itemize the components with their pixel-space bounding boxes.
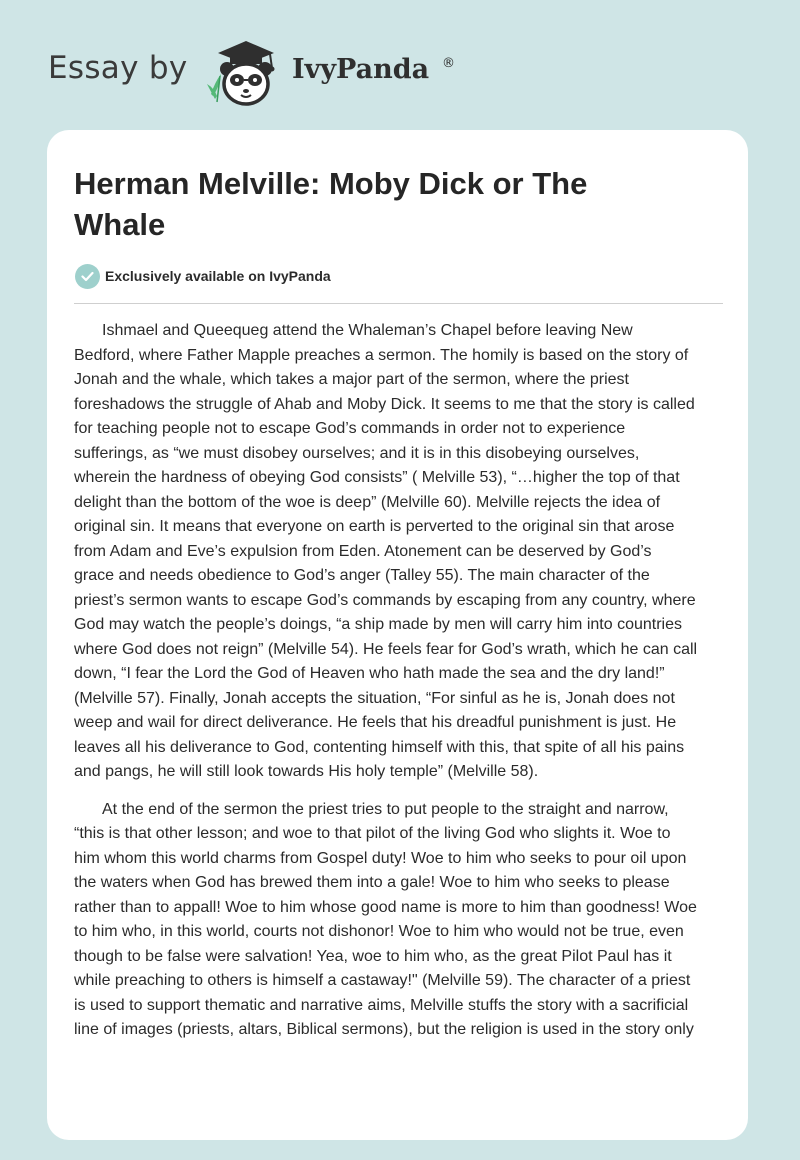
registered-mark: ® (442, 56, 455, 71)
exclusive-badge (75, 263, 331, 289)
divider (74, 303, 723, 304)
paragraph: Ishmael and Queequeg attend the Whaleman’s Chapel before leaving New Bedford, where Father Mapple preaches a sermon. The homily is based on the story of Jonah and the whale, which takes a major part of the sermon, where the priest foreshadows the struggle of Ahab and Moby Dick. It seems to me that the story is called for teaching people not to escape God’s commands in order not to experience sufferings, as “we must disobey ourselves; and it is in this disobeying ourselves, wherein the hardness of obeying God consists” ( Melville 53), “…higher the top of that delight than the bottom of the woe is deep” (Melville 60). Melville rejects the idea of original sin. It means that everyone on earth is perverted to the original sin that arose from Adam and Eve’s expulsion from Eden. Atonement can be deserved by God’s grace and needs obedience to God’s anger (Talley 55). The main character of the priest’s sermon wants to escape God’s commands by escaping from any country, where God may watch the people’s doings, “a ship made by men will carry him into countries where God does not reign” (Melville 54). He feels fear for God’s wrath, which he can call down, “I fear the Lord the God of Heaven who hath made the sea and the dry land!” (Melville 57). Finally, Jonah accepts the situation, “For sinful as he is, Jonah does not weep and wail for direct deliverance. He feels that his dreadful punishment is just. He leaves all his deliverance to God, contenting himself with this, that spite of all his pains and pangs, he will still look towards His holy temple” (Melville 58). (74, 322, 698, 780)
essay-card (47, 130, 748, 1140)
site-header (0, 0, 800, 130)
checkmark-icon (75, 264, 100, 289)
panda-graduate-icon[interactable] (202, 36, 290, 108)
brand-prefix: Essay by (48, 50, 188, 86)
page-title: Herman Melville: Moby Dick or The Whale (74, 166, 588, 242)
essay-body (74, 319, 724, 1056)
badge-label: Exclusively available on IvyPanda (105, 268, 331, 284)
paragraph: At the end of the sermon the priest tries to put people to the straight and narrow, “this is that other lesson; and woe to that pilot of the living God who slights it. Woe to him whom this world charms from Gospel duty! Woe to him who seeks to pour oil upon the waters when God has brewed them into a gale! Woe to him who seeks to please rather than to appall! Woe to him whose good name is more to him than goodness! Woe to him who, in this world, courts not dishonor! Woe to him who would not be true, even though to be false were salvation! Yea, woe to him who, as the great Pilot Paul has it while preaching to others is himself a castaway!" (Melville 59). The character of a priest is used to support thematic and narrative aims, Melville stuffs the story with a sacrificial line of images (priests, altars, Biblical sermons), but the religion is used in the story only (74, 800, 697, 1038)
brand-name: IvyPanda (292, 54, 430, 85)
